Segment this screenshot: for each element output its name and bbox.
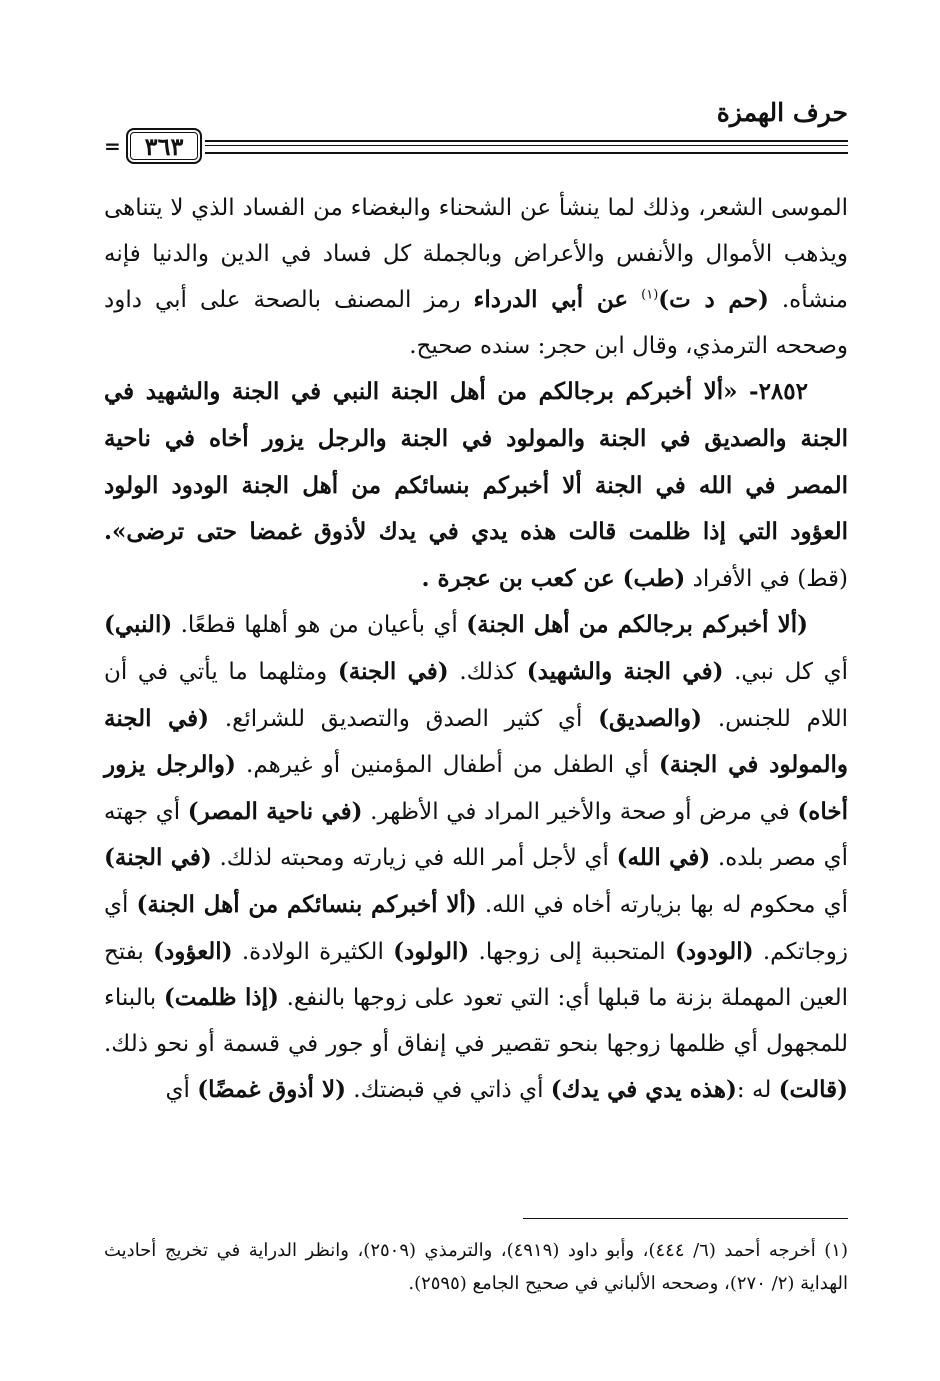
text-run: أي بأعيان من هو أهلها قطعًا.	[172, 612, 467, 639]
footnotes	[104, 1234, 848, 1300]
quote-bold: (الودود)	[674, 937, 754, 965]
text-run: أي محكوم له بها بزيارته أخاه في الله.	[476, 891, 848, 918]
quote-bold: (والصديق)	[598, 704, 703, 732]
quote-bold: (إذا ظلمت)	[163, 984, 279, 1012]
text-run: أي جهته أي مصر بلده.	[104, 798, 849, 872]
quote-bold: (ألا أخبركم برجالكم من أهل الجنة)	[466, 611, 809, 639]
quote-bold: (في الجنة والمولود في الجنة)	[104, 704, 848, 779]
text-run: كذلك.	[448, 658, 527, 685]
main-text	[104, 186, 848, 1114]
text-run: أي لأجل أمر الله في زيارته ومحبته لذلك.	[211, 845, 617, 872]
quote-bold: (والرجل يزور أخاه)	[104, 751, 848, 825]
text-run: أي كثير الصدق والتصديق للشرائع.	[209, 705, 599, 732]
text-run: أي كل نبي.	[723, 658, 848, 685]
running-header-title: حرف الهمزة	[716, 98, 848, 127]
text-run: أي ذاتي في قبضتك.	[345, 1077, 551, 1104]
page-number-frame	[126, 128, 202, 164]
quote-bold: (في الجنة والشهيد)	[526, 657, 724, 685]
page-number: ٣٦٣	[144, 131, 184, 161]
narrator-bold: عن أبي الدرداء	[473, 286, 629, 314]
footnote-ref: (١)	[641, 287, 659, 303]
quote-bold: (ألا أخبركم بنسائكم من أهل الجنة)	[136, 890, 477, 918]
text-run: الكثيرة الولادة.	[232, 938, 394, 965]
text-run: المتحببة إلى زوجها.	[469, 938, 675, 965]
text-run	[628, 287, 641, 313]
header-double-rule	[205, 140, 848, 154]
text-run: بفتح العين المهملة بزنة ما قبلها أي: التي تعود على زوجها بالنفع.	[104, 938, 849, 1012]
text-run: له :	[736, 1077, 779, 1104]
text-run: أي زوجاتكم.	[104, 891, 848, 965]
quote-bold: (النبي)	[104, 611, 173, 639]
commentary-paragraph	[104, 602, 848, 1114]
quote-bold: (في ناحية المصر)	[187, 797, 363, 825]
footnote-1: (١) أخرجه أحمد (٦/ ٤٤٤)، وأبو داود (٤٩١٩)، والترمذي (٢٥٠٩)، وانظر الدراية في تخريج أحاديث الهداية (٢/ ٢٧٠)، وصححه الألباني في صحيح الجامع (٢٥٩٥).	[104, 1240, 848, 1294]
hadith-2852	[104, 369, 848, 602]
quote-bold: (هذه يدي في يدك)	[550, 1076, 737, 1104]
footnote-separator	[523, 1218, 848, 1219]
quote-bold: (لا أذوق غمضًا)	[197, 1076, 346, 1104]
quote-bold: (في الجنة)	[104, 844, 212, 872]
text-run: ومثلهما ما يأتي في أن اللام للجنس.	[104, 658, 849, 732]
text-run: أي الطفل من أطفال المؤمنين أو غيرهم.	[235, 752, 659, 779]
source-code-bold: (حم د ت)	[658, 286, 769, 314]
quote-bold: (الولود)	[393, 937, 470, 965]
text-run: في مرض أو صحة والأخير المراد في الأظهر.	[362, 798, 798, 825]
source-bold: (طب) عن كعب بن عجرة .	[421, 564, 686, 592]
text-run: (قط) في الأفراد	[685, 565, 848, 592]
text-run: أي	[165, 1077, 198, 1104]
quote-bold: (في الله)	[616, 844, 711, 872]
text-run: رمز المصنف بالصحة على أبي داود وصححه الترمذي، وقال ابن حجر: سنده صحيح.	[104, 287, 848, 359]
quote-bold: (العؤود)	[153, 937, 233, 965]
hadith-text-bold: ٢٨٥٢- «ألا أخبركم برجالكم من أهل الجنة النبي في الجنة والشهيد في الجنة والصديق في الجنة والمولود في الجنة والرجل يزور أخاه في ناحية المصر في الله في الجنة ألا أخبركم بنسائكم من أهل الجنة الودود الولود العؤود التي إذا ظلمت قالت هذه يدي في يدك لأذوق غمضا حتى ترضى».	[104, 378, 848, 546]
paragraph-1	[104, 186, 848, 369]
text-run: بالبناء للمجهول أي ظلمها زوجها بنحو تقصير في إنفاق أو جور في قسمة أو نحو ذلك.	[104, 985, 848, 1057]
header-left-mark: =	[104, 134, 119, 158]
quote-bold: (قالت)	[778, 1076, 848, 1104]
quote-bold: (في الجنة)	[337, 657, 449, 685]
text-run: الموسى الشعر، وذلك لما ينشأ عن الشحناء والبغضاء من الفساد الذي لا يتناهى ويذهب الأموال والأنفس والأعراض وبالجملة كل فساد في الدين والدنيا فإنه منشأه.	[104, 195, 848, 314]
